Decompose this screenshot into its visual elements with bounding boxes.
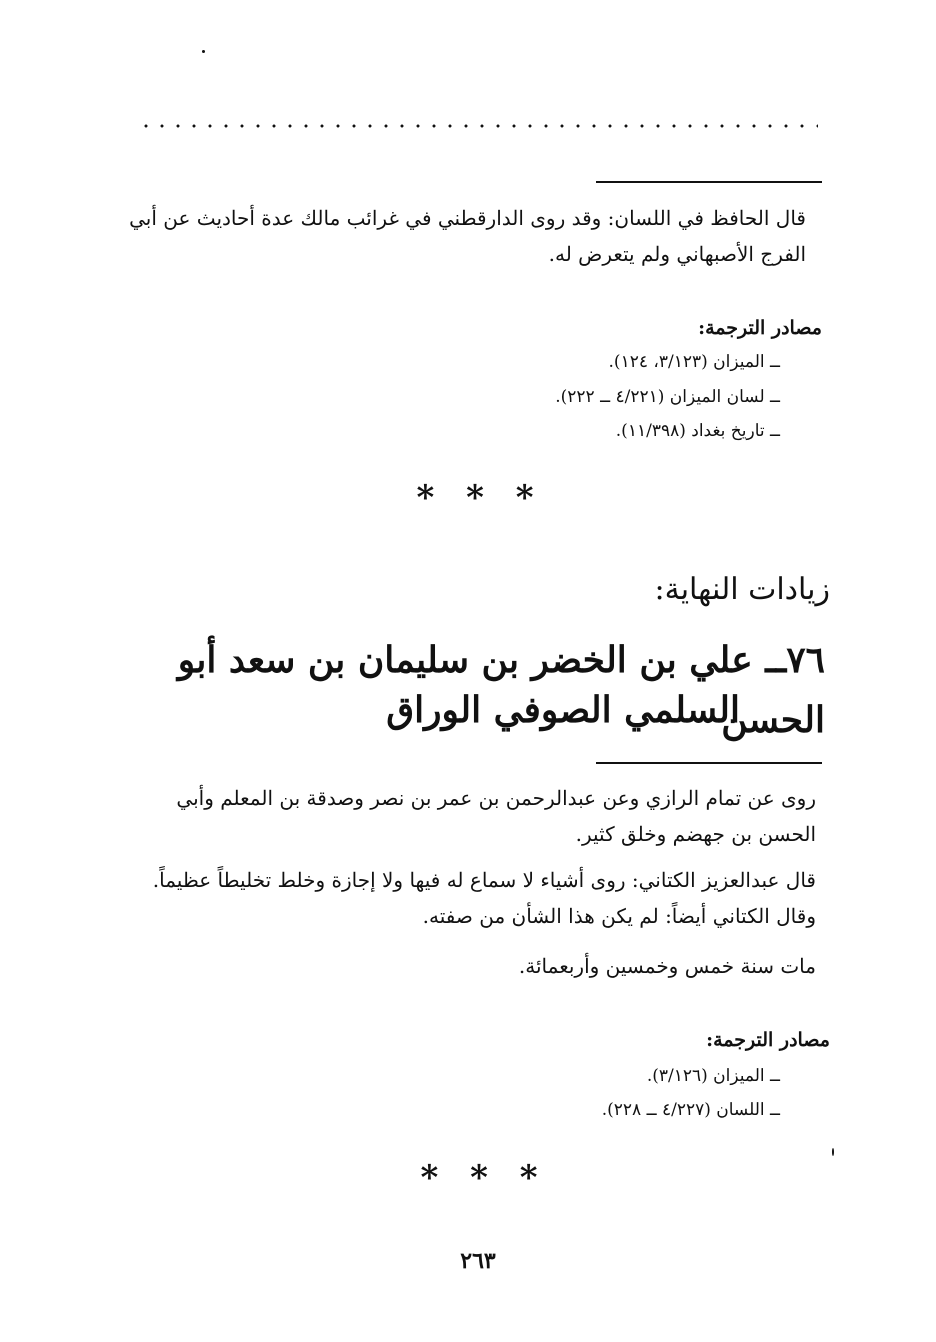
source-item: ــ لسان الميزان (٤/٢٢١ ــ ٢٢٢). bbox=[555, 387, 780, 407]
page-number: ٢٦٣ bbox=[460, 1248, 496, 1274]
section-divider-stars: * * * bbox=[420, 1158, 548, 1198]
section-title: زيادات النهاية: bbox=[654, 572, 830, 607]
paragraph-lisan-note: قال الحافظ في اللسان: وقد روى الدارقطني في غرائب مالك عدة أحاديث عن أبي الفرج الأصبهاني ولم يتعرض له. bbox=[129, 206, 806, 266]
entry-paragraph: قال عبدالعزيز الكتاني: روى أشياء لا سماع له فيها ولا إجازة وخلط تخليطاً عظيماً. وقال الكتاني أيضاً: لم يكن هذا الشأن من صفته. bbox=[152, 868, 816, 928]
entry-paragraph: روى عن تمام الرازي وعن عبدالرحمن بن عمر بن نصر وصدقة بن المعلم وأبي الحسن بن جهضم وخلق كثير. bbox=[176, 786, 816, 846]
sources-heading: مصادر الترجمة: bbox=[706, 1029, 830, 1051]
section-divider-stars: * * * bbox=[416, 478, 544, 518]
footnote-rule bbox=[596, 762, 822, 764]
entry-title-line2: السلمي الصوفي الوراق bbox=[386, 689, 740, 731]
source-item: ــ الميزان (٣/١٢٦). bbox=[646, 1066, 780, 1086]
source-item: ــ تاريخ بغداد (١١/٣٩٨). bbox=[615, 421, 780, 441]
footnote-rule bbox=[596, 181, 822, 183]
entry-title-line1: ٧٦ــ علي بن الخضر بن سليمان بن سعد أبو الحسن bbox=[177, 639, 825, 741]
dotted-separator bbox=[138, 118, 818, 134]
entry-paragraph: مات سنة خمس وخمسين وأربعمائة. bbox=[518, 954, 816, 978]
source-item: ــ اللسان (٤/٢٢٧ ــ ٢٢٨). bbox=[601, 1100, 780, 1120]
sources-heading: مصادر الترجمة: bbox=[698, 317, 822, 339]
source-item: ــ الميزان (٣/١٢٣، ١٢٤). bbox=[608, 352, 780, 372]
scan-speck bbox=[832, 1148, 834, 1156]
scan-speck bbox=[202, 50, 205, 53]
